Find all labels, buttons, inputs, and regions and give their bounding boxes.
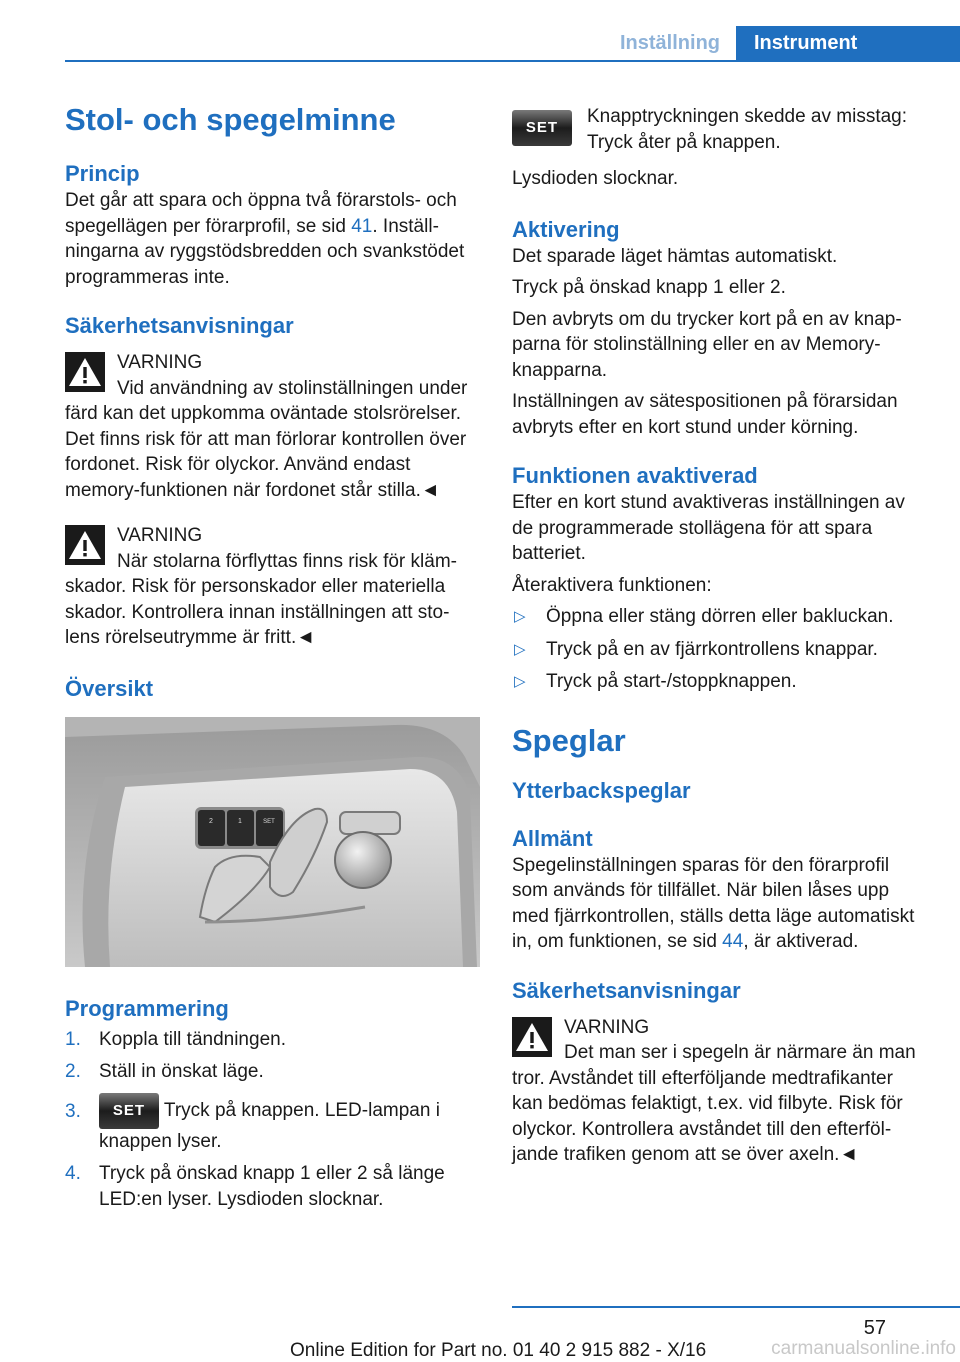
page-link-44[interactable]: 44 [722, 931, 744, 952]
list-item: 2. Ställ in önskat läge. [65, 1061, 264, 1082]
list-item: 1. Koppla till tändningen. [65, 1028, 286, 1050]
safety-heading-left: Säkerhetsanvisningar [65, 313, 294, 338]
seat-button-1-label: 1 [238, 817, 242, 825]
triangle-bullet-icon: ▷ [514, 608, 526, 625]
tab-installning[interactable]: Inställning [620, 32, 720, 54]
list-item: ▷ Öppna eller stäng dörren eller bakluckan. [512, 604, 924, 630]
overview-heading: Översikt [65, 675, 154, 701]
speglar-heading: Speglar [512, 722, 626, 758]
warning-triangle-icon [512, 1017, 552, 1057]
triangle-bullet-icon: ▷ [514, 640, 526, 658]
deakt-p1: Efter en kort stund avaktiveras inställningen av de programmerade stollägena för att spara batteriet. [512, 492, 905, 564]
warning-block-2 [65, 523, 477, 651]
warning-3-title: VARNING [564, 1016, 650, 1038]
mistake-block [512, 104, 924, 164]
list-item: ▷ Tryck på en av fjärrkontrollens knappar. [512, 637, 924, 663]
programming-steps [65, 1027, 477, 1213]
list-item: ▷ Tryck på start-/stoppknappen. [512, 669, 924, 695]
left-column [65, 100, 477, 1219]
right-column [512, 104, 924, 1168]
mistake-text: Knapptryckningen skedde av misstag: Tryck åter på knappen. [587, 106, 908, 153]
seat-button-2-label: 2 [209, 817, 213, 825]
akt-p2: Tryck på önskad knapp 1 eller 2. [512, 277, 786, 298]
online-edition-text: Online Edition for Part no. 01 40 2 915 882 - X/16 [290, 1340, 707, 1361]
warning-3-text: Det man ser i spegeln är närmare än man tror. Avståndet till efterföljande medtrafikanter kan bedömas felaktigt, t.ex. vid filbyte. Risk för olyckor. Kontrollera avståndet till den efterföljande trafiken genom att se över axeln.◄ [512, 1042, 916, 1165]
led-off-text: Lysdioden slocknar. [512, 168, 679, 189]
footer-rule [512, 1306, 960, 1308]
akt-p1: Det sparade läget hämtas automatiskt. [512, 245, 838, 267]
list-item: 3. SET Tryck på knappen. LED-lampan i knappen lyser. [65, 1093, 477, 1155]
warning-1-title: VARNING [117, 352, 203, 373]
deakt-p2: Återaktivera funktionen: [512, 574, 712, 596]
princip-heading: Princip [65, 161, 140, 186]
warning-block-3 [512, 1015, 924, 1168]
aktivering-heading: Aktivering [512, 216, 620, 242]
warning-2-title: VARNING [117, 525, 203, 546]
warning-triangle-icon [65, 525, 105, 565]
allmant-heading: Allmänt [512, 825, 593, 851]
allmant-text: Spegelinställningen sparas för den förarprofil som används för tillfället. När bilen låses upp med fjärrkontrollen, ställs detta läge automatiskt in, om funktionen, se sid 44, är aktiverad. [512, 854, 915, 952]
warning-2-text: När stolarna förflyttas finns risk för klämskador. Risk för personskador eller materiella skador. Kontrollera innan inställningen att stolens rörelseutrymme är fritt.◄ [65, 550, 457, 648]
warning-triangle-icon [65, 352, 105, 392]
set-button[interactable]: SET [512, 110, 572, 146]
programmering-heading: Programmering [65, 995, 229, 1021]
page-number: 57 [863, 1317, 886, 1339]
akt-p3: Den avbryts om du trycker kort på en av knapparna för stolinställning eller en av Memory-knapparna. [512, 308, 902, 381]
triangle-bullet-icon: ▷ [514, 673, 526, 690]
seat-button-set-label: SET [263, 818, 275, 825]
tab-instrument[interactable]: Instrument [736, 26, 960, 62]
warning-block-1 [65, 350, 477, 503]
akt-p4: Inställningen av sätespositionen på förarsidan avbryts efter en kort stund under körning. [512, 391, 898, 438]
deakt-heading: Funktionen avaktiverad [512, 463, 758, 488]
reactivate-list [512, 604, 924, 695]
warning-1-text: Vid användning av stolinställningen under färd kan det uppkomma oväntade stolsrörelser. Det finns risk för att man förlorar kontrollen över fordonet. Risk för olyckor. Använd endast memory-funktionen när fordonet står stilla.◄ [65, 377, 468, 501]
watermark: carmanualsonline.info [771, 1338, 956, 1359]
seat-controls-image [65, 717, 480, 967]
safety-heading-right: Säkerhetsanvisningar [512, 977, 741, 1003]
princip-text: Det går att spara och öppna två förarstols- och spegellägen per förarprofil, se sid 41. Inställningarna av ryggstödsbredden och svankstödet programmeras inte. [65, 190, 465, 288]
ytter-heading: Ytterbackspeglar [512, 777, 691, 803]
list-item: 4. Tryck på önskad knapp 1 eller 2 så länge LED:en lyser. Lysdioden slocknar. [65, 1163, 445, 1210]
set-button[interactable]: SET [99, 1093, 159, 1129]
page-link-41[interactable]: 41 [351, 215, 373, 237]
page-title: Stol- och spegelminne [65, 102, 396, 137]
